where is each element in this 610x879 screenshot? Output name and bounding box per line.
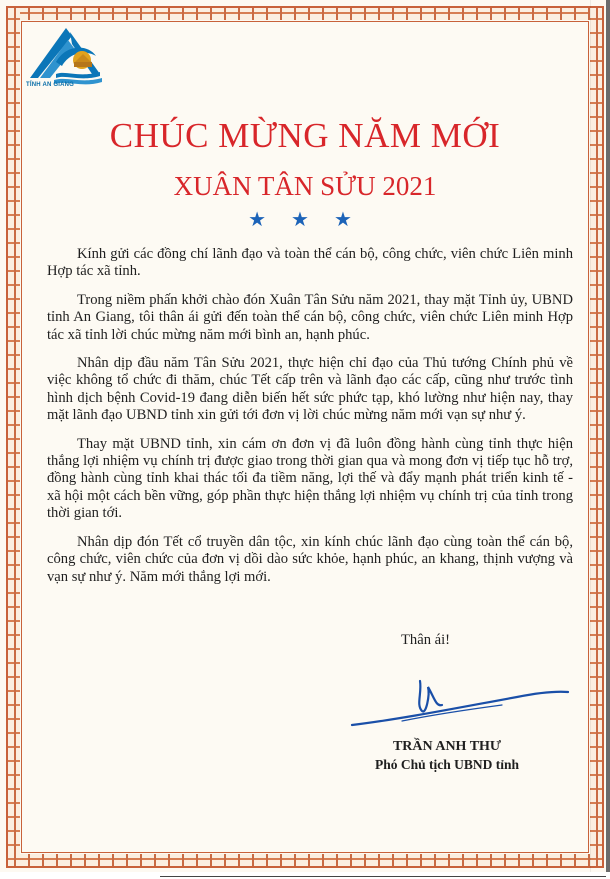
- stars-icon: ★ ★ ★: [248, 209, 362, 231]
- paragraph-thanks: Thay mặt UBND tỉnh, xin cám ơn đơn vị đã luôn đồng hành cùng tỉnh thực hiện thắng lợi nhiệm vụ chính trị được giao trong thời gian qua và mong đơn vị tiếp tục hỗ trợ, đồng hành cùng tỉnh khai thác tối đa tiềm năng, lợi thế và đẩy mạnh phát triển kinh tế - xã hội một cách bền vững, góp phần thực hiện thắng lợi nhiệm vụ chính trị của tỉnh trong thời gian tới.: [47, 435, 573, 522]
- window-edge: [606, 0, 610, 879]
- bottom-edge: [0, 872, 610, 879]
- paragraph-wishes: Nhân dịp đón Tết cổ truyền dân tộc, xin kính chúc lãnh đạo cùng toàn thể cán bộ, công chức, viên chức của đơn vị dồi dào sức khỏe, hạnh phúc, an khang, thịnh vượng và vạn sự như ý. Năm mới thắng lợi mới.: [47, 533, 573, 585]
- paragraph-greeting: Trong niềm phấn khởi chào đón Xuân Tân Sửu năm 2021, thay mặt Tỉnh ủy, UBND tỉnh An Giang, tôi thân ái gửi đến toàn thể cán bộ, công chức, viên chức Liên minh Hợp tác xã tỉnh lời chúc mừng năm mới bình an, hạnh phúc.: [47, 291, 573, 343]
- signature-icon: [342, 675, 572, 733]
- signer-title: Phó Chủ tịch UBND tỉnh: [374, 757, 520, 772]
- logo-caption: TỈNH AN GIANG: [26, 82, 75, 88]
- signer-name: TRẦN ANH THƯ: [392, 739, 502, 754]
- an-giang-logo-icon: [26, 22, 104, 88]
- decorative-border-top: [8, 8, 602, 20]
- paragraph-covid-notice: Nhân dịp đầu năm Tân Sửu 2021, thực hiện chỉ đạo của Thủ tướng Chính phủ về việc không tổ chức đi thăm, chúc Tết cấp trên và lãnh đạo các cấp, cũng như trước tình hình dịch bệnh Covid-19 đang diễn biến hết sức phức tạp, khó lường như hiện nay, thay mặt lãnh đạo UBND tỉnh xin gửi tới đơn vị lời chúc mừng năm mới vạn sự như ý.: [47, 355, 573, 424]
- decorative-border-bottom: [8, 854, 602, 866]
- paragraph-salutation: Kính gửi các đồng chí lãnh đạo và toàn thể cán bộ, công chức, viên chức Liên minh Hợp tác xã tỉnh.: [47, 246, 573, 280]
- closing-text: Thân ái!: [401, 632, 451, 648]
- page-subtitle: XUÂN TÂN SỬU 2021: [173, 171, 437, 201]
- page-title: CHÚC MỪNG NĂM MỚI: [109, 116, 501, 155]
- letter-body: [47, 246, 573, 597]
